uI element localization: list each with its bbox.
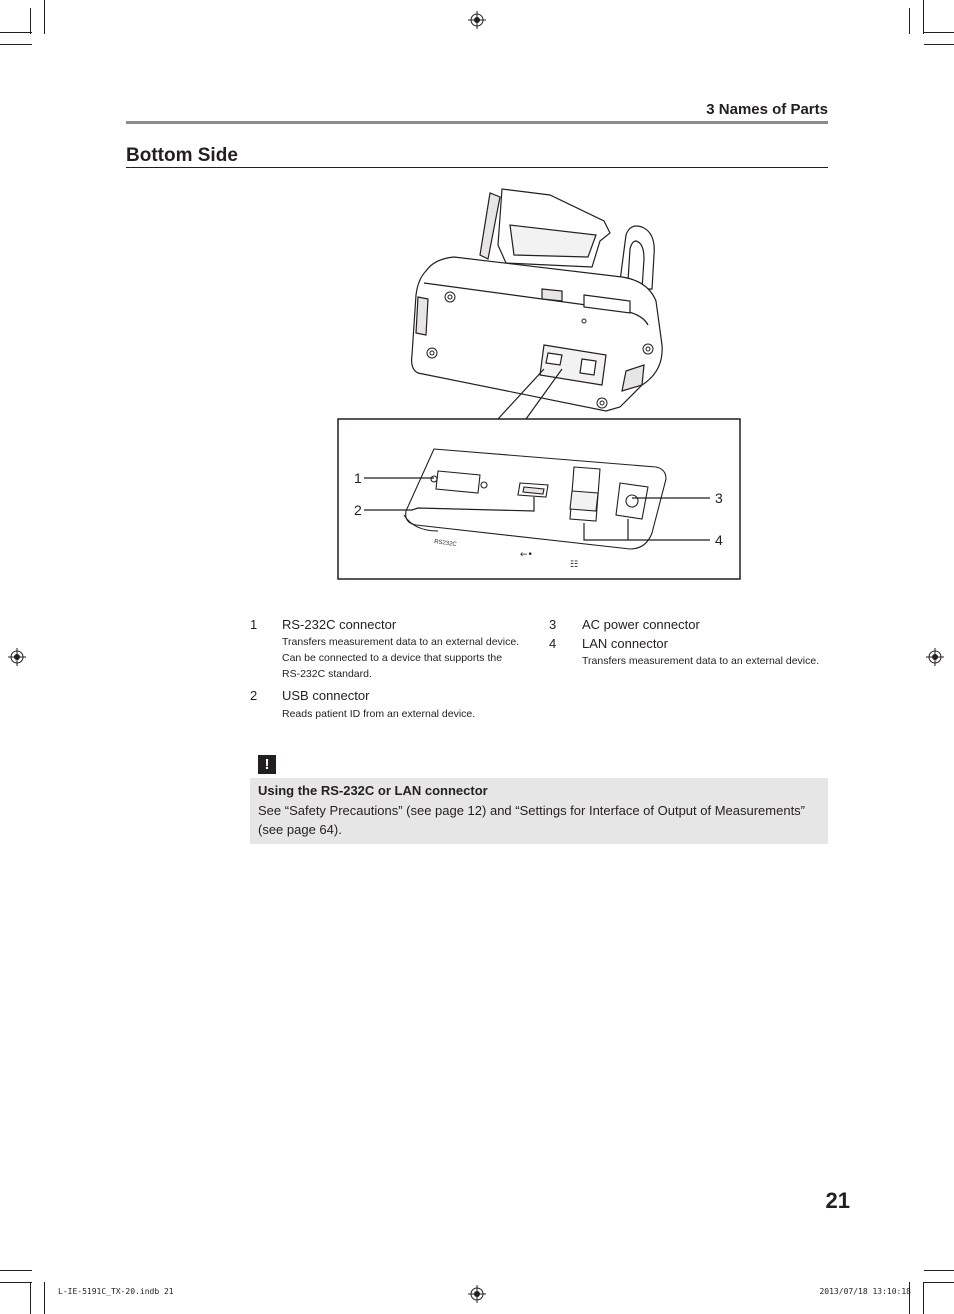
crop-mark bbox=[44, 0, 45, 34]
registration-mark-icon bbox=[926, 648, 944, 666]
crop-mark bbox=[0, 32, 32, 33]
page-number: 21 bbox=[825, 1188, 850, 1213]
heading-rule bbox=[126, 167, 828, 168]
caution-text: See “Safety Precautions” (see page 12) and “Settings for Interface of Output of Measurements” (see page 64). bbox=[258, 803, 806, 837]
caution-title: Using the RS-232C or LAN connector bbox=[258, 783, 488, 798]
crop-mark bbox=[909, 8, 910, 34]
callout-2: 2 bbox=[354, 502, 362, 518]
callout-3: 3 bbox=[715, 490, 723, 506]
item-title: USB connector bbox=[282, 688, 370, 703]
item-description: Reads patient ID from an external device. bbox=[282, 708, 476, 720]
crop-mark bbox=[924, 1270, 954, 1271]
crop-mark bbox=[924, 32, 954, 33]
device-bottom-illustration bbox=[330, 185, 750, 585]
crop-mark bbox=[30, 1282, 31, 1314]
item-description: Transfers measurement data to an external device. bbox=[282, 636, 520, 648]
item-title: RS-232C connector bbox=[282, 617, 397, 632]
callout-1: 1 bbox=[354, 470, 362, 486]
lan-symbol-icon: ☷ bbox=[570, 560, 579, 570]
item-description: Transfers measurement data to an external device. bbox=[582, 655, 820, 667]
crop-mark bbox=[923, 0, 924, 34]
item-number: 3 bbox=[549, 617, 557, 632]
crop-mark bbox=[0, 1282, 32, 1283]
item-description: Can be connected to a device that supports the bbox=[282, 652, 503, 664]
rs232c-label: RS232C bbox=[433, 539, 458, 549]
registration-mark-icon bbox=[8, 648, 26, 666]
callout-4: 4 bbox=[715, 532, 723, 548]
page-heading: Bottom Side bbox=[126, 145, 238, 166]
crop-mark bbox=[924, 1282, 954, 1283]
registration-mark-icon bbox=[468, 1285, 486, 1303]
rs232c-port bbox=[436, 471, 480, 493]
registration-mark-icon bbox=[468, 11, 486, 29]
item-number: 4 bbox=[549, 636, 557, 651]
slug-date: 2013/07/18 13:10:18 bbox=[819, 1287, 911, 1296]
crop-mark bbox=[923, 1282, 924, 1314]
crop-mark bbox=[0, 1270, 32, 1271]
section-label: 3 Names of Parts bbox=[706, 101, 828, 118]
item-title: LAN connector bbox=[582, 636, 668, 651]
crop-mark bbox=[44, 1282, 45, 1314]
item-description: RS-232C standard. bbox=[282, 668, 372, 680]
usb-symbol-icon: ←• bbox=[520, 550, 533, 560]
crop-mark bbox=[924, 44, 954, 45]
header-rule bbox=[126, 121, 828, 124]
crop-mark bbox=[30, 8, 31, 34]
caution-icon: ! bbox=[258, 755, 276, 774]
item-title: AC power connector bbox=[582, 617, 700, 632]
slug-file: L-IE-5191C_TX-20.indb 21 bbox=[58, 1287, 174, 1296]
item-number: 2 bbox=[250, 688, 258, 703]
crop-mark bbox=[0, 44, 32, 45]
item-number: 1 bbox=[250, 617, 258, 632]
